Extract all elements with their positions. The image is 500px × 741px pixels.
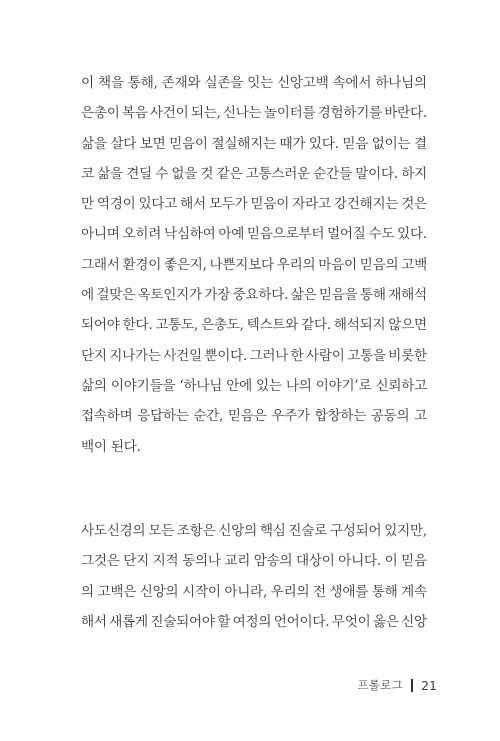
text-line: 그것은 단지 지적 동의나 교리 암송의 대상이 아니다. 이 믿음 <box>81 553 427 570</box>
paragraph-prologue-1 <box>81 68 427 462</box>
text-line: 백이 된다. <box>81 438 141 455</box>
text-line: 단지 지나가는 사건일 뿐이다. 그러나 한 사람이 고통을 비롯한 <box>81 347 427 364</box>
page-footer <box>357 677 437 693</box>
text-line: 사도신경의 모든 조항은 신앙의 핵심 진술로 구성되어 있지만, <box>81 523 427 539</box>
running-head: 프롤로그 <box>357 678 404 692</box>
text-line: 그래서 환경이 좋은지, 나쁜지보다 우리의 마음이 믿음의 고백 <box>81 256 427 273</box>
text-line: 만 역경이 있다고 해서 모두가 믿음이 자라고 강건해지는 것은 <box>81 196 427 213</box>
text-line: 에 걸맞은 옥토인지가 가장 중요하다. 삶은 믿음을 통해 재해석 <box>81 287 427 304</box>
text-line: 되어야 한다. 고통도, 은총도, 텍스트와 같다. 해석되지 않으면 <box>81 317 427 334</box>
text-line: 코 삶을 견딜 수 없을 것 같은 고통스러운 순간들 말이다. 하지 <box>81 165 427 182</box>
text-line: 아니며 오히려 낙심하여 아예 믿음으로부터 멀어질 수도 있다. <box>81 226 427 243</box>
page-number: 21 <box>421 677 437 693</box>
text-line: 삶의 이야기들을 ‘하나님 안에 있는 나의 이야기’로 신뢰하고 <box>81 377 427 394</box>
text-line: 은총이 복음 사건이 되는, 신나는 놀이터를 경험하기를 바란다. <box>81 105 427 122</box>
text-line: 삶을 살다 보면 믿음이 절실해지는 때가 있다. 믿음 없이는 결 <box>81 135 427 152</box>
text-line: 접속하며 응답하는 순간, 믿음은 우주가 합창하는 공동의 고 <box>81 408 427 425</box>
text-line: 의 고백은 신앙의 시작이 아니라, 우리의 전 생애를 통해 계속 <box>81 583 427 600</box>
footer-divider <box>411 679 413 692</box>
paragraph-prologue-2 <box>81 516 427 637</box>
text-line: 해서 새롭게 진술되어야 할 여정의 언어이다. 무엇이 옳은 신앙 <box>81 613 427 630</box>
text-line: 이 책을 통해, 존재와 실존을 잇는 신앙고백 속에서 하나님의 <box>81 75 427 91</box>
